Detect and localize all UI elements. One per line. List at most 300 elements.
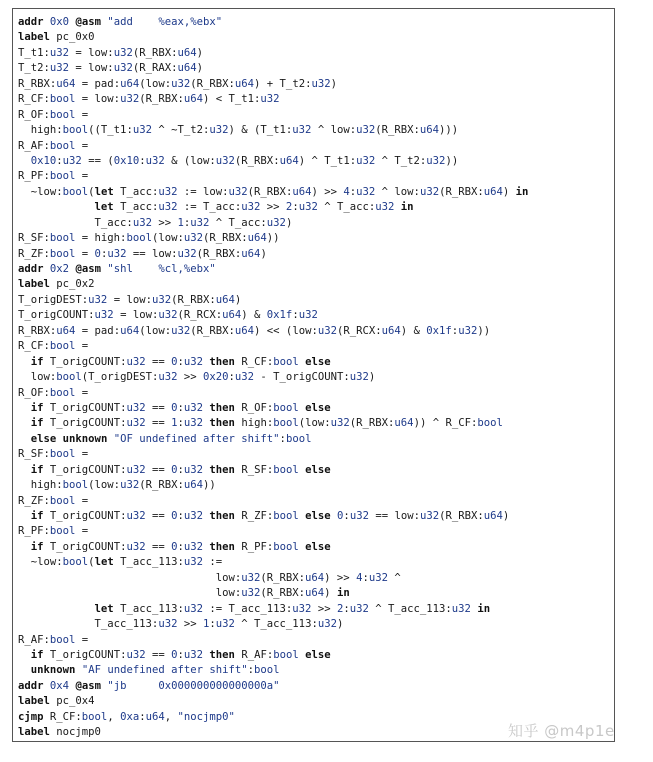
- code-token: 0x10: [113, 154, 140, 167]
- code-token: = low:: [113, 309, 159, 322]
- code-token: ((T_t1:: [88, 124, 133, 137]
- code-token: u64: [222, 309, 242, 322]
- code-token: u64: [120, 324, 140, 337]
- code-token: ) &: [241, 309, 267, 322]
- code-token: pc_0x4: [49, 695, 95, 708]
- code-token: >>: [260, 201, 286, 214]
- code-token: R_ZF:: [18, 247, 50, 260]
- code-token: else: [30, 432, 57, 445]
- code-token: u64: [292, 185, 312, 198]
- code-token: :: [177, 463, 184, 476]
- code-token: u32: [419, 510, 440, 522]
- code-token: if: [30, 417, 44, 430]
- code-token: u32: [49, 62, 70, 75]
- code-token: bool: [56, 371, 82, 384]
- code-line: [18, 586, 528, 601]
- code-token: if: [30, 401, 44, 414]
- code-token: addr: [18, 679, 44, 692]
- code-token: (R_RBX:: [375, 124, 420, 137]
- code-token: else: [305, 355, 331, 368]
- code-token: u32: [266, 216, 286, 229]
- code-token: u32: [171, 77, 191, 90]
- code-token: u32: [107, 247, 127, 260]
- code-token: u32: [158, 371, 178, 384]
- code-token: :: [451, 324, 459, 337]
- code-token: label: [18, 726, 50, 739]
- code-line: [18, 46, 528, 61]
- code-token: 0x10: [30, 154, 57, 167]
- code-token: R_SF:: [18, 232, 50, 245]
- code-token: u32: [132, 216, 152, 229]
- code-token: bool: [273, 401, 299, 414]
- code-line: [18, 77, 528, 92]
- code-token: (low:: [139, 324, 172, 337]
- code-token: nocjmp0: [49, 726, 101, 739]
- code-token: (R_RBX:: [260, 571, 306, 584]
- code-token: label: [18, 695, 50, 708]
- code-token: u32: [126, 648, 146, 661]
- code-token: =: [75, 525, 89, 538]
- code-token: u32: [151, 293, 172, 306]
- code-token: T_origCOUNT:: [18, 309, 95, 322]
- code-token: u32: [349, 602, 369, 615]
- code-token: u32: [126, 463, 146, 476]
- code-token: u32: [368, 571, 388, 584]
- code-token: [18, 201, 95, 213]
- code-token: (R_RBX:: [247, 185, 293, 198]
- code-token: u64: [483, 510, 503, 522]
- code-token: R_CF:: [18, 340, 50, 353]
- code-token: u32: [158, 185, 178, 198]
- code-token: bool: [49, 139, 76, 152]
- code-token: let: [94, 185, 114, 198]
- code-line: [18, 617, 528, 632]
- code-line: [18, 386, 528, 401]
- code-token: u32: [209, 124, 229, 137]
- code-token: ,: [164, 710, 178, 723]
- code-line: [18, 401, 528, 416]
- code-token: high:: [18, 479, 63, 492]
- code-token: =: [75, 139, 89, 152]
- code-token: bool: [273, 648, 299, 661]
- code-token: ): [502, 185, 516, 198]
- code-token: = high:: [75, 232, 127, 245]
- code-token: u64: [247, 232, 267, 245]
- code-token: = low:: [69, 46, 114, 59]
- code-line: [18, 370, 528, 385]
- code-token: ) + T_t2:: [254, 77, 312, 90]
- code-token: (R_RBX:: [190, 324, 235, 337]
- code-token: u32: [419, 185, 440, 198]
- code-token: u32: [158, 618, 178, 631]
- code-token: T_acc:: [18, 216, 133, 229]
- code-token: = pad:: [75, 324, 121, 337]
- code-token: T_acc:: [113, 201, 159, 214]
- code-line: [18, 154, 528, 169]
- code-token: (R_RBX:: [190, 77, 235, 90]
- code-token: addr: [18, 263, 44, 275]
- code-token: u32: [241, 571, 261, 584]
- code-token: u32: [356, 154, 376, 167]
- code-token: T_origCOUNT:: [43, 510, 127, 522]
- code-token: ): [260, 247, 267, 260]
- code-token: :: [343, 510, 350, 522]
- code-token: :=: [203, 556, 223, 569]
- code-token: label: [18, 278, 50, 291]
- code-token: := T_acc:: [177, 201, 242, 214]
- code-token: then: [209, 510, 235, 522]
- code-line: [18, 185, 528, 200]
- code-line: [18, 308, 528, 323]
- code-token: u32: [183, 510, 204, 522]
- code-line: [18, 30, 528, 45]
- code-token: ^ low:: [311, 124, 357, 137]
- code-token: )): [266, 232, 280, 245]
- code-token: T_acc_113:: [18, 618, 159, 631]
- code-token: (T_origDEST:: [81, 371, 159, 384]
- code-token: ): [285, 216, 293, 229]
- code-line: [18, 509, 528, 524]
- code-token: = low:: [69, 62, 114, 75]
- code-token: [18, 402, 31, 414]
- code-token: T_origCOUNT:: [43, 648, 127, 661]
- code-token: [18, 510, 31, 522]
- code-token: u32: [132, 124, 152, 137]
- code-token: else: [305, 463, 331, 476]
- code-line: [18, 694, 528, 709]
- code-token: "OF undefined after shift": [113, 432, 280, 445]
- code-token: R_OF:: [234, 401, 274, 414]
- code-token: - T_origCOUNT:: [254, 371, 350, 384]
- code-token: R_PF:: [18, 170, 50, 183]
- code-token: if: [30, 540, 44, 553]
- code-token: :: [177, 417, 184, 430]
- code-token: u32: [375, 201, 395, 214]
- code-token: then: [209, 355, 235, 368]
- code-token: >>: [177, 618, 203, 631]
- code-token: "AF undefined after shift": [81, 664, 248, 677]
- code-token: u32: [158, 201, 178, 214]
- code-token: =: [75, 386, 89, 399]
- code-token: :: [343, 602, 350, 615]
- code-token: u32: [349, 510, 369, 522]
- code-token: := low:: [177, 185, 229, 198]
- code-line: [18, 710, 528, 725]
- code-token: bool: [62, 124, 89, 137]
- code-token: R_PF:: [234, 540, 274, 553]
- code-token: := T_acc_113:: [203, 602, 293, 615]
- code-token: ~low:: [18, 185, 63, 198]
- code-token: u64: [305, 571, 325, 584]
- code-token: ^ T_acc:: [209, 216, 267, 229]
- code-token: u32: [126, 401, 146, 414]
- code-token: pc_0x0: [49, 31, 95, 44]
- code-token: u32: [183, 556, 204, 569]
- code-token: T_t2:: [18, 62, 50, 75]
- bil-code-listing: [18, 15, 528, 741]
- code-token: (low:: [88, 479, 121, 492]
- code-token: 0: [171, 355, 178, 368]
- code-token: 0: [171, 648, 178, 661]
- code-token: ==: [145, 401, 172, 414]
- code-token: (R_RBX:: [439, 510, 484, 522]
- code-token: u32: [49, 46, 70, 59]
- code-token: (R_RBX:: [349, 417, 395, 430]
- code-line: [18, 648, 528, 663]
- code-token: u64: [215, 293, 235, 306]
- code-token: :: [209, 618, 216, 631]
- code-token: [18, 649, 31, 661]
- code-token: u32: [126, 355, 146, 368]
- code-token: then: [209, 401, 235, 414]
- code-token: u32: [183, 401, 204, 414]
- code-token: (R_RCX:: [336, 324, 382, 337]
- code-token: low:: [18, 571, 242, 584]
- code-token: :: [228, 371, 235, 384]
- code-line: [18, 494, 528, 509]
- code-token: >>: [151, 216, 178, 229]
- code-token: u32: [298, 201, 318, 214]
- code-line: [18, 463, 528, 478]
- code-token: [18, 356, 31, 368]
- code-token: u64: [305, 587, 325, 600]
- code-token: ))): [439, 124, 459, 137]
- code-token: bool: [62, 185, 89, 198]
- code-token: u64: [145, 710, 165, 723]
- code-token: :: [292, 309, 299, 322]
- code-token: u32: [451, 602, 471, 615]
- code-token: u32: [330, 417, 350, 430]
- code-token: =: [75, 247, 95, 260]
- code-token: "add %eax,%ebx": [107, 16, 223, 28]
- code-token: = pad:: [75, 77, 121, 90]
- code-token: [18, 464, 31, 476]
- code-token: bool: [62, 556, 89, 569]
- code-token: bool: [273, 540, 299, 553]
- code-token: high:: [234, 417, 274, 430]
- code-token: in: [400, 201, 414, 214]
- code-line: [18, 478, 528, 493]
- code-token: u64: [234, 324, 255, 337]
- code-line: [18, 15, 528, 30]
- code-token: (low:: [298, 417, 331, 430]
- code-token: :: [56, 154, 63, 167]
- code-token: :: [177, 401, 184, 414]
- code-line: [18, 108, 528, 123]
- code-token: T_origCOUNT:: [43, 540, 127, 553]
- code-token: u64: [56, 77, 76, 90]
- code-line: [18, 231, 528, 246]
- code-token: :: [362, 571, 369, 584]
- code-line: [18, 324, 528, 339]
- zhihu-watermark: 知乎 @m4p1e: [508, 722, 615, 740]
- code-token: (R_RBX:: [234, 154, 280, 167]
- code-token: 0: [171, 401, 178, 414]
- code-token: bool: [285, 432, 312, 445]
- code-token: @asm: [75, 263, 101, 275]
- code-token: =: [75, 340, 89, 353]
- code-token: = low:: [107, 293, 152, 306]
- code-token: u32: [183, 540, 204, 553]
- code-token: u32: [190, 216, 210, 229]
- code-token: u32: [183, 602, 203, 615]
- code-line: [18, 123, 528, 138]
- code-token: u32: [356, 124, 376, 137]
- code-token: label: [18, 31, 50, 44]
- code-token: T_origDEST:: [18, 293, 89, 306]
- code-line: [18, 61, 528, 76]
- code-token: :: [177, 510, 184, 522]
- code-token: bool: [49, 108, 76, 121]
- code-token: u64: [183, 93, 203, 106]
- code-token: u64: [381, 324, 401, 337]
- code-token: T_acc:: [113, 185, 159, 198]
- code-token: bool: [273, 463, 299, 476]
- code-token: T_origCOUNT:: [43, 401, 127, 414]
- code-line: [18, 540, 528, 555]
- code-line: [18, 555, 528, 570]
- code-token: u32: [171, 324, 191, 337]
- code-line: [18, 277, 528, 292]
- code-token: R_AF:: [18, 139, 50, 152]
- code-line: [18, 293, 528, 308]
- code-token: u64: [394, 417, 414, 430]
- code-token: if: [30, 355, 44, 368]
- code-token: bool: [477, 417, 503, 430]
- code-token: ^ T_t2:: [375, 154, 427, 167]
- code-token: ^ low:: [375, 185, 420, 198]
- code-token: (R_RCX:: [177, 309, 223, 322]
- code-token: ~low:: [18, 556, 63, 569]
- code-token: in: [477, 602, 491, 615]
- code-token: then: [209, 417, 235, 430]
- code-token: @asm: [75, 16, 101, 28]
- code-token: = low:: [75, 93, 121, 106]
- code-token: u32: [177, 247, 197, 260]
- code-token: 0: [171, 510, 178, 522]
- code-token: u32: [292, 124, 312, 137]
- code-line: [18, 169, 528, 184]
- code-token: bool: [273, 355, 299, 368]
- code-token: bool: [49, 232, 76, 245]
- code-token: T_origCOUNT:: [43, 355, 127, 368]
- code-token: u32: [62, 154, 82, 167]
- code-token: "jb 0x000000000000000a": [107, 679, 280, 692]
- code-token: )): [477, 324, 491, 337]
- code-token: R_PF:: [18, 525, 50, 538]
- code-token: [18, 433, 31, 445]
- code-token: bool: [49, 633, 76, 646]
- code-token: bool: [49, 247, 76, 260]
- code-token: R_CF:: [234, 355, 274, 368]
- code-token: :: [139, 154, 146, 167]
- code-token: :: [177, 355, 184, 368]
- code-token: (R_RBX:: [139, 479, 184, 492]
- code-token: (R_RBX:: [202, 232, 248, 245]
- code-token: @asm: [75, 679, 101, 692]
- code-line: [18, 725, 528, 740]
- code-token: u32: [183, 463, 204, 476]
- code-token: =: [75, 170, 89, 183]
- code-token: in: [336, 587, 350, 600]
- code-token: 1: [177, 216, 184, 229]
- code-token: let: [94, 602, 114, 615]
- code-token: "nocjmp0": [177, 710, 235, 723]
- code-token: bool: [273, 510, 299, 522]
- code-line: [18, 447, 528, 462]
- code-token: bool: [49, 170, 76, 183]
- code-token: >>: [311, 602, 337, 615]
- code-token: u32: [458, 324, 478, 337]
- code-token: (: [88, 556, 95, 569]
- code-token: 0: [171, 463, 178, 476]
- code-token: )): [203, 479, 216, 492]
- code-token: (low:: [151, 232, 184, 245]
- code-token: u32: [120, 93, 140, 106]
- code-token: if: [30, 463, 44, 476]
- code-token: (R_RBX:: [171, 293, 216, 306]
- code-token: ) >>: [311, 185, 344, 198]
- code-token: u32: [158, 309, 178, 322]
- code-token: u64: [483, 185, 503, 198]
- code-token: 0x0: [49, 16, 70, 28]
- code-token: 0: [94, 247, 101, 260]
- code-token: u64: [234, 77, 255, 90]
- code-token: ): [330, 77, 337, 90]
- code-token: R_AF:: [234, 648, 274, 661]
- code-token: 0x1f: [426, 324, 452, 337]
- code-token: & (low:: [164, 154, 216, 167]
- code-token: bool: [49, 494, 76, 507]
- code-token: ^ T_acc:: [317, 201, 376, 214]
- code-token: u32: [120, 479, 140, 492]
- code-token: bool: [49, 93, 76, 106]
- code-token: then: [209, 463, 235, 476]
- code-token: ==: [145, 355, 172, 368]
- code-token: ): [196, 46, 204, 59]
- code-token: R_SF:: [18, 448, 50, 461]
- code-token: (R_RBX:: [260, 587, 306, 600]
- code-token: bool: [62, 479, 89, 492]
- code-line: [18, 602, 528, 617]
- code-token: u32: [317, 324, 337, 337]
- code-token: u32: [234, 371, 255, 384]
- code-token: ): [368, 371, 376, 384]
- code-token: R_RBX:: [18, 77, 57, 90]
- code-token: bool: [273, 417, 299, 430]
- code-token: R_CF:: [18, 93, 50, 106]
- code-token: T_origCOUNT:: [43, 463, 127, 476]
- code-token: ): [234, 293, 242, 306]
- code-token: == low:: [368, 510, 420, 522]
- code-token: 0x1f: [266, 309, 293, 322]
- code-token: (R_RBX:: [196, 247, 242, 260]
- code-token: u32: [426, 154, 446, 167]
- code-token: ): [336, 618, 344, 631]
- code-token: u32: [183, 232, 203, 245]
- code-token: u64: [56, 324, 76, 337]
- code-token: in: [515, 185, 529, 198]
- code-token: ==: [145, 510, 172, 522]
- code-token: )): [445, 154, 459, 167]
- code-token: :: [279, 432, 286, 445]
- code-token: 0x20: [203, 371, 229, 384]
- code-token: u32: [298, 309, 318, 322]
- code-token: u64: [177, 62, 197, 75]
- code-token: low:: [18, 371, 57, 384]
- code-token: high:: [18, 124, 63, 137]
- code-token: ) & (T_t1:: [228, 124, 293, 137]
